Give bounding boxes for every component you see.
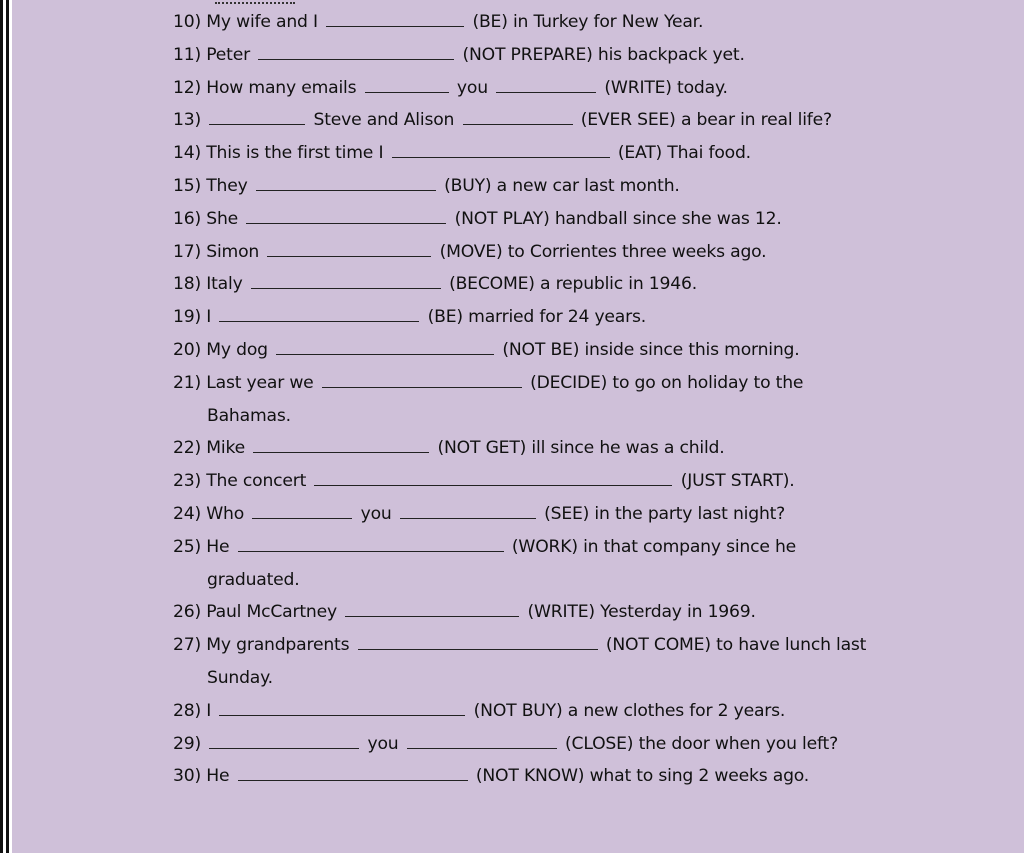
item-text: This is the first time I [206, 143, 384, 164]
item-text: The concert [206, 471, 307, 492]
exercise-item-27 [173, 629, 993, 662]
item-number: 14) [173, 143, 201, 164]
answer-blank[interactable] [253, 434, 429, 453]
answer-blank[interactable] [276, 336, 494, 355]
item-number: 15) [173, 175, 201, 196]
item-text: Simon [206, 241, 260, 262]
item-number: 16) [173, 208, 201, 229]
item-text: (SEE) in the party last night? [544, 503, 786, 524]
item-number: 13) [173, 110, 201, 131]
answer-blank[interactable] [267, 238, 431, 257]
item-text: (BE) in Turkey for New Year. [472, 12, 704, 32]
item-number: 25) [173, 536, 201, 557]
item-number: 11) [173, 44, 201, 65]
item-text: She [206, 208, 239, 229]
item-text: (NOT BE) inside since this morning. [502, 339, 800, 360]
item-text: He [206, 536, 230, 557]
item-number: 29) [173, 733, 201, 754]
item-text: you [367, 733, 399, 754]
exercise-item-24 [173, 498, 993, 531]
item-number: 10) [173, 12, 201, 32]
answer-blank[interactable] [219, 303, 419, 322]
exercise-item-12 [173, 72, 993, 105]
item-number: 18) [173, 274, 201, 295]
item-text: They [206, 175, 248, 196]
exercise-item-15 [173, 170, 993, 203]
answer-blank[interactable] [496, 74, 596, 93]
answer-blank[interactable] [358, 631, 598, 650]
exercise-item-11 [173, 39, 993, 72]
item-text: Sunday. [207, 667, 273, 688]
answer-blank[interactable] [314, 467, 672, 486]
exercise-item-19 [173, 301, 993, 334]
item-number: 20) [173, 339, 201, 360]
item-text: (NOT PLAY) handball since she was 12. [454, 208, 782, 229]
page-border-left [0, 0, 3, 853]
item-text: Italy [206, 274, 243, 295]
exercise-item-14 [173, 137, 993, 170]
exercise-item-22 [173, 432, 993, 465]
item-text: Steve and Alison [313, 110, 455, 131]
answer-blank[interactable] [209, 106, 305, 125]
item-number: 19) [173, 307, 201, 328]
item-text: (EAT) Thai food. [617, 143, 751, 164]
item-text: (NOT COME) to have lunch last [605, 635, 867, 656]
exercise-item-30 [173, 760, 993, 793]
item-text: Last year we [206, 372, 314, 393]
exercise-item-17 [173, 236, 993, 269]
item-text: (BECOME) a republic in 1946. [449, 274, 697, 295]
item-number: 24) [173, 503, 201, 524]
answer-blank[interactable] [400, 500, 536, 519]
item-number: 28) [173, 700, 201, 721]
exercise-item-10 [173, 6, 993, 39]
item-text: (DECIDE) to go on holiday to the [530, 372, 804, 393]
item-text: Bahamas. [207, 405, 291, 426]
answer-blank[interactable] [219, 697, 465, 716]
item-number: 21) [173, 372, 201, 393]
item-text: (EVER SEE) a bear in real life? [580, 110, 832, 131]
item-text: Who [206, 503, 245, 524]
item-number: 17) [173, 241, 201, 262]
answer-blank[interactable] [256, 172, 436, 191]
answer-blank[interactable] [209, 730, 359, 749]
item-text: you [360, 503, 392, 524]
item-text: (NOT PREPARE) his backpack yet. [462, 44, 745, 65]
answer-blank[interactable] [365, 74, 449, 93]
item-text: My grandparents [206, 635, 350, 656]
exercise-item-13 [173, 104, 993, 137]
item-text: (WRITE) today. [604, 77, 728, 98]
exercise-item-29 [173, 728, 993, 761]
item-number: 27) [173, 635, 201, 656]
item-text: (NOT GET) ill since he was a child. [437, 438, 725, 459]
item-text: He [206, 766, 230, 787]
exercise-item-27-continuation [173, 662, 993, 695]
exercise-item-26 [173, 596, 993, 629]
answer-blank[interactable] [251, 270, 441, 289]
item-text: How many emails [206, 77, 357, 98]
item-text: you [456, 77, 488, 98]
exercise-item-21-continuation [173, 400, 993, 433]
item-text: graduated. [207, 569, 300, 590]
item-text: (CLOSE) the door when you left? [565, 733, 838, 754]
item-number: 23) [173, 471, 201, 492]
answer-blank[interactable] [407, 730, 557, 749]
answer-blank[interactable] [238, 533, 504, 552]
item-number: 12) [173, 77, 201, 98]
exercise-item-16 [173, 203, 993, 236]
item-text: (NOT BUY) a new clothes for 2 years. [473, 700, 786, 721]
item-text: My wife and I [206, 12, 318, 32]
exercise-item-25-continuation [173, 564, 993, 597]
item-text: (MOVE) to Corrientes three weeks ago. [439, 241, 767, 262]
answer-blank[interactable] [326, 8, 464, 27]
answer-blank[interactable] [252, 500, 352, 519]
answer-blank[interactable] [258, 41, 454, 60]
exercise-item-18 [173, 268, 993, 301]
item-text: (WORK) in that company since he [511, 536, 797, 557]
answer-blank[interactable] [322, 369, 522, 388]
item-text: I [206, 700, 212, 721]
item-text: (JUST START). [680, 471, 795, 492]
previous-item-fragment [215, 0, 295, 4]
item-text: (BUY) a new car last month. [444, 175, 680, 196]
page-border-left-inner [6, 0, 9, 853]
answer-blank[interactable] [463, 106, 573, 125]
answer-blank[interactable] [246, 205, 446, 224]
item-text: (WRITE) Yesterday in 1969. [527, 602, 756, 623]
item-text: I [206, 307, 212, 328]
item-text: Mike [206, 438, 245, 459]
exercise-item-25 [173, 531, 993, 564]
item-text: Peter [206, 44, 250, 65]
exercise-item-28 [173, 695, 993, 728]
item-text: (BE) married for 24 years. [427, 307, 647, 328]
item-number: 26) [173, 602, 201, 623]
item-text: My dog [206, 339, 268, 360]
answer-blank[interactable] [345, 598, 519, 617]
item-text: Paul McCartney [206, 602, 337, 623]
exercise-item-23 [173, 465, 993, 498]
answer-blank[interactable] [392, 139, 610, 158]
item-number: 30) [173, 766, 201, 787]
item-number: 22) [173, 438, 201, 459]
worksheet-page [12, 0, 1024, 853]
exercise-item-20 [173, 334, 993, 367]
exercise-item-21 [173, 367, 993, 400]
item-text: (NOT KNOW) what to sing 2 weeks ago. [475, 766, 810, 787]
exercise-list [173, 6, 993, 793]
answer-blank[interactable] [238, 762, 468, 781]
